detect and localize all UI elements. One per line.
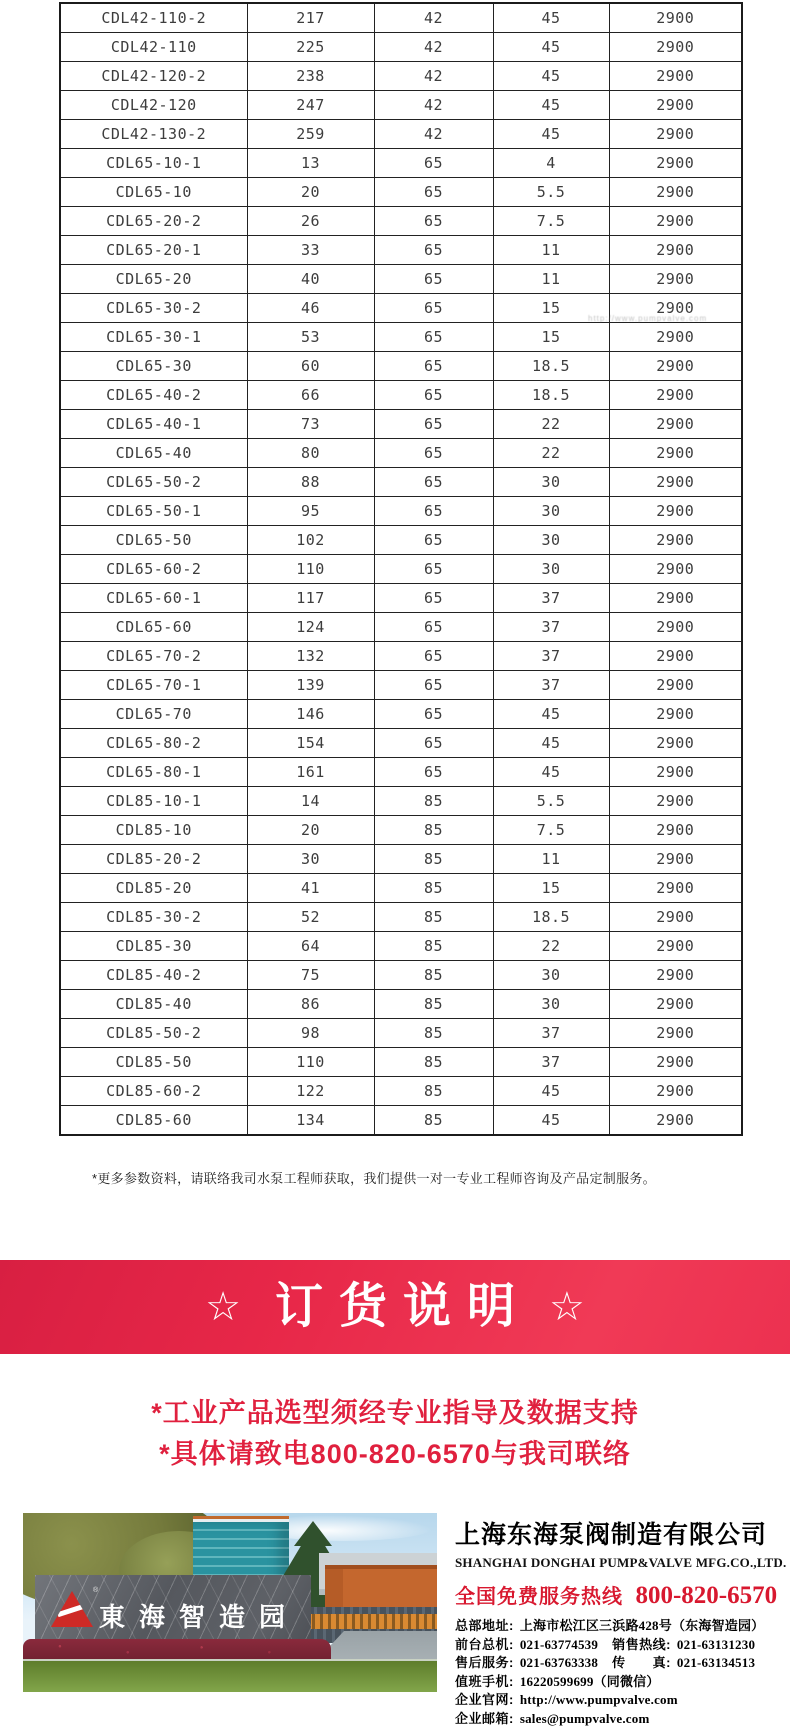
contact-value: 021-63131230 [676,1636,756,1652]
table-cell: 22 [493,439,609,468]
table-cell: 65 [374,613,493,642]
table-row [60,352,742,381]
notice-line: *具体请致电800-820-6570与我司联络 [159,1439,631,1469]
table-cell: 2900 [609,671,742,700]
table-cell: 46 [247,294,374,323]
table-cell: 65 [374,729,493,758]
watermark: http://www.pumpvalve.com [588,314,708,323]
contact-line [455,1673,775,1692]
table-row [60,526,742,555]
table-row [60,729,742,758]
table-cell: 2900 [609,120,742,149]
table-cell: 65 [374,381,493,410]
table-cell: 2900 [609,816,742,845]
table-cell: 2900 [609,700,742,729]
table-cell: 85 [374,1077,493,1106]
table-cell: 45 [493,3,609,33]
donghai-logo-icon [51,1591,93,1627]
table-row [60,816,742,845]
table-cell: CDL65-10-1 [60,149,247,178]
contact-label: 企业邮箱: [455,1710,514,1726]
table-row [60,1019,742,1048]
table-row [60,178,742,207]
table-row [60,3,742,33]
table-cell: 30 [493,961,609,990]
table-row [60,1048,742,1077]
table-cell: 134 [247,1106,374,1136]
table-cell: 37 [493,584,609,613]
table-cell: CDL65-50-1 [60,497,247,526]
contact-value: 021-63763338 [519,1655,599,1670]
table-cell: 45 [493,1077,609,1106]
table-cell: CDL85-10-1 [60,787,247,816]
contact-pair [455,1711,650,1726]
table-cell: 65 [374,294,493,323]
contact-value: sales@pumpvalve.com [519,1710,650,1726]
table-row [60,468,742,497]
table-cell: 2900 [609,410,742,439]
table-cell: 45 [493,700,609,729]
table-cell: CDL65-40-1 [60,410,247,439]
table-cell: 66 [247,381,374,410]
table-cell: 75 [247,961,374,990]
table-cell: 238 [247,62,374,91]
table-cell: 45 [493,62,609,91]
table-cell: 37 [493,1019,609,1048]
table-row [60,787,742,816]
table-cell: 2900 [609,497,742,526]
contact-pair [455,1618,764,1633]
sign-text: 東海智造园 [99,1602,300,1632]
table-row [60,555,742,584]
table-row [60,700,742,729]
table-cell: 146 [247,700,374,729]
contact-pair [455,1674,660,1689]
table-row [60,410,742,439]
table-cell: 86 [247,990,374,1019]
factory-photo [23,1513,437,1692]
table-cell: CDL42-110 [60,33,247,62]
table-cell: CDL65-70-1 [60,671,247,700]
table-cell: 37 [493,671,609,700]
table-cell: 2900 [609,613,742,642]
table-row [60,33,742,62]
table-row [60,613,742,642]
table-cell: 85 [374,903,493,932]
table-cell: 2900 [609,439,742,468]
table-cell: 2900 [609,149,742,178]
table-cell: CDL65-40-2 [60,381,247,410]
table-cell: 2900 [609,468,742,497]
table-cell: 18.5 [493,352,609,381]
table-cell: CDL85-10 [60,816,247,845]
table-cell: 45 [493,1106,609,1136]
table-cell: CDL65-30 [60,352,247,381]
contact-pair [455,1692,678,1707]
table-cell: 85 [374,845,493,874]
table-cell: 45 [493,758,609,787]
table-cell: 102 [247,526,374,555]
star-icon: ☆ [549,1285,585,1329]
table-cell: 14 [247,787,374,816]
table-row [60,265,742,294]
table-cell: CDL85-60-2 [60,1077,247,1106]
table-cell: 7.5 [493,816,609,845]
table-cell: 259 [247,120,374,149]
table-cell: 85 [374,990,493,1019]
table-cell: 15 [493,874,609,903]
table-cell: 247 [247,91,374,120]
table-cell: 11 [493,236,609,265]
contact-value: 16220599699（同微信） [519,1673,660,1689]
table-cell: 73 [247,410,374,439]
table-cell: 65 [374,584,493,613]
table-cell: 85 [374,1106,493,1136]
table-cell: 11 [493,845,609,874]
table-cell: CDL85-60 [60,1106,247,1136]
table-cell: 2900 [609,845,742,874]
table-cell: 11 [493,265,609,294]
table-cell: 42 [374,62,493,91]
contact-line [455,1617,775,1636]
table-row [60,91,742,120]
hotline-label: 全国免费服务热线 [455,1586,623,1608]
table-cell: 98 [247,1019,374,1048]
table-cell: 37 [493,1048,609,1077]
notice-line: *工业产品选型须经专业指导及数据支持 [151,1398,639,1428]
table-cell: 65 [374,671,493,700]
table-cell: 2900 [609,1077,742,1106]
table-cell: 65 [374,439,493,468]
table-cell: 22 [493,932,609,961]
table-cell: 217 [247,3,374,33]
table-cell: 30 [493,555,609,584]
contact-pair [455,1655,598,1670]
table-cell: CDL85-50-2 [60,1019,247,1048]
table-cell: 85 [374,787,493,816]
table-cell: CDL85-20-2 [60,845,247,874]
table-cell: 161 [247,758,374,787]
table-row [60,497,742,526]
table-cell: 5.5 [493,787,609,816]
table-row [60,1106,742,1136]
contact-value: 021-63774539 [519,1636,599,1652]
table-cell: 132 [247,642,374,671]
company-info [455,1515,787,1728]
table-cell: 154 [247,729,374,758]
table-cell: CDL65-70-2 [60,642,247,671]
contact-line [455,1710,775,1729]
table-footnote: *更多参数资料，请联络我司水泵工程师获取，我们提供一对一专业工程师咨询及产品定制服务。 [92,1171,656,1186]
table-cell: 2900 [609,1048,742,1077]
table-cell: 42 [374,91,493,120]
table-cell: 40 [247,265,374,294]
photo-lawn [23,1659,437,1692]
table-cell: 33 [247,236,374,265]
table-cell: CDL65-60 [60,613,247,642]
table-cell: CDL65-40 [60,439,247,468]
table-cell: 122 [247,1077,374,1106]
table-cell: 85 [374,1048,493,1077]
table-cell: 65 [374,236,493,265]
table-cell: 85 [374,816,493,845]
table-cell: 85 [374,874,493,903]
table-cell: 37 [493,642,609,671]
table-cell: 2900 [609,352,742,381]
table-cell: 85 [374,1019,493,1048]
order-instructions-banner [0,1260,790,1354]
table-cell: 110 [247,555,374,584]
table-cell: CDL65-30-2 [60,294,247,323]
table-cell: CDL65-50 [60,526,247,555]
table-cell: 20 [247,816,374,845]
contact-value: 021-63134513 [676,1655,756,1670]
table-cell: 2900 [609,265,742,294]
table-cell: 2900 [609,236,742,265]
company-name-cn: 上海东海泵阀制造有限公司 [455,1521,768,1549]
company-name-en: SHANGHAI DONGHAI PUMP&VALVE MFG.CO.,LTD. [455,1555,787,1570]
contact-label: 总部地址: [455,1618,514,1633]
table-row [60,323,742,352]
table-row [60,1077,742,1106]
banner-title: 订货说明 [274,1280,531,1333]
table-cell: 37 [493,613,609,642]
table-cell: 5.5 [493,178,609,207]
spec-table-body [60,3,742,1135]
table-row [60,932,742,961]
table-cell: 4 [493,149,609,178]
contact-line [455,1691,775,1710]
table-cell: 2900 [609,381,742,410]
table-cell: 64 [247,932,374,961]
table-cell: 52 [247,903,374,932]
table-cell: 2900 [609,323,742,352]
table-cell: CDL65-80-1 [60,758,247,787]
table-cell: 2900 [609,729,742,758]
table-cell: 117 [247,584,374,613]
table-cell: 53 [247,323,374,352]
table-cell: 2900 [609,294,742,323]
table-cell: 65 [374,526,493,555]
table-cell: 65 [374,149,493,178]
table-cell: 65 [374,323,493,352]
star-icon: ☆ [205,1285,241,1329]
photo-gate-band [299,1614,437,1629]
table-cell: CDL65-50-2 [60,468,247,497]
contact-label: 售后服务: [455,1655,514,1670]
table-cell: 22 [493,410,609,439]
table-cell: CDL65-20-1 [60,236,247,265]
table-cell: 7.5 [493,207,609,236]
contact-pair [455,1637,598,1652]
table-row [60,990,742,1019]
contact-list [455,1617,775,1728]
table-cell: 2900 [609,758,742,787]
table-cell: 45 [493,91,609,120]
table-cell: CDL42-120-2 [60,62,247,91]
table-cell: 65 [374,352,493,381]
table-cell: CDL65-30-1 [60,323,247,352]
table-cell: 30 [247,845,374,874]
table-cell: 80 [247,439,374,468]
table-cell: 2900 [609,62,742,91]
table-cell: 88 [247,468,374,497]
table-cell: 65 [374,758,493,787]
table-cell: 65 [374,497,493,526]
table-cell: 13 [247,149,374,178]
table-cell: 65 [374,265,493,294]
table-cell: CDL85-40 [60,990,247,1019]
table-row [60,120,742,149]
table-cell: 2900 [609,903,742,932]
table-cell: 20 [247,178,374,207]
table-cell: 2900 [609,1019,742,1048]
table-row [60,62,742,91]
table-row [60,903,742,932]
contact-value: 上海市松江区三浜路428号（东海智造园） [519,1618,765,1633]
table-cell: 41 [247,874,374,903]
table-cell: 2900 [609,787,742,816]
table-cell: 42 [374,3,493,33]
table-cell: 2900 [609,1106,742,1136]
table-cell: 30 [493,497,609,526]
contact-label: 企业官网: [455,1692,514,1707]
table-cell: 18.5 [493,903,609,932]
table-row [60,236,742,265]
table-cell: 30 [493,468,609,497]
contact-label: 销售热线: [612,1636,671,1652]
table-cell: CDL85-40-2 [60,961,247,990]
table-row [60,874,742,903]
contact-pair [612,1655,755,1670]
table-cell: CDL42-110-2 [60,3,247,33]
table-cell: CDL85-20 [60,874,247,903]
table-cell: 42 [374,33,493,62]
contact-line [455,1636,775,1655]
table-row [60,207,742,236]
table-row [60,671,742,700]
contact-value: http://www.pumpvalve.com [519,1692,678,1707]
table-row [60,845,742,874]
table-cell: 15 [493,294,609,323]
table-cell: 225 [247,33,374,62]
table-cell: 95 [247,497,374,526]
table-cell: CDL65-10 [60,178,247,207]
table-cell: 2900 [609,555,742,584]
table-cell: 65 [374,207,493,236]
table-cell: CDL85-50 [60,1048,247,1077]
table-cell: 30 [493,990,609,1019]
table-cell: CDL42-120 [60,91,247,120]
contact-pair [612,1637,755,1652]
table-row [60,961,742,990]
spec-table-wrap [59,2,741,1136]
table-cell: 45 [493,120,609,149]
table-cell: 15 [493,323,609,352]
table-row [60,584,742,613]
table-cell: CDL65-80-2 [60,729,247,758]
table-cell: 2900 [609,33,742,62]
table-cell: 45 [493,729,609,758]
table-cell: CDL65-60-2 [60,555,247,584]
table-cell: 2900 [609,961,742,990]
table-cell: 65 [374,642,493,671]
table-cell: 45 [493,33,609,62]
table-cell: 2900 [609,3,742,33]
contact-label: 值班手机: [455,1673,514,1689]
table-cell: 2900 [609,642,742,671]
table-cell: CDL65-20 [60,265,247,294]
table-cell: 18.5 [493,381,609,410]
table-row [60,381,742,410]
table-row [60,642,742,671]
table-cell: 2900 [609,990,742,1019]
table-cell: 2900 [609,874,742,903]
table-cell: CDL65-20-2 [60,207,247,236]
contact-label: 前台总机: [455,1636,514,1652]
table-cell: 139 [247,671,374,700]
table-cell: 65 [374,468,493,497]
hotline-number: 800-820-6570 [635,1582,778,1609]
table-cell: 85 [374,961,493,990]
table-cell: 124 [247,613,374,642]
table-cell: CDL42-130-2 [60,120,247,149]
table-cell: 2900 [609,207,742,236]
table-cell: 2900 [609,91,742,120]
table-cell: 65 [374,410,493,439]
table-cell: 85 [374,932,493,961]
table-cell: CDL65-60-1 [60,584,247,613]
table-cell: 30 [493,526,609,555]
table-cell: 60 [247,352,374,381]
selection-notices [0,1393,790,1475]
table-cell: 2900 [609,526,742,555]
table-row [60,149,742,178]
table-cell: 26 [247,207,374,236]
spec-table [59,2,743,1136]
table-cell: 42 [374,120,493,149]
table-row [60,439,742,468]
table-cell: CDL85-30-2 [60,903,247,932]
service-hotline [455,1580,778,1610]
table-cell: 65 [374,178,493,207]
contact-label: 传 真: [612,1655,671,1670]
table-cell: 2900 [609,584,742,613]
table-cell: 110 [247,1048,374,1077]
table-cell: 65 [374,555,493,584]
contact-line [455,1654,775,1673]
table-cell: 2900 [609,178,742,207]
table-cell: 65 [374,700,493,729]
table-row [60,758,742,787]
table-cell: CDL65-70 [60,700,247,729]
photo-sign-wall [35,1575,311,1647]
table-cell: 2900 [609,932,742,961]
registered-mark: ® [93,1587,99,1594]
table-cell: CDL85-30 [60,932,247,961]
